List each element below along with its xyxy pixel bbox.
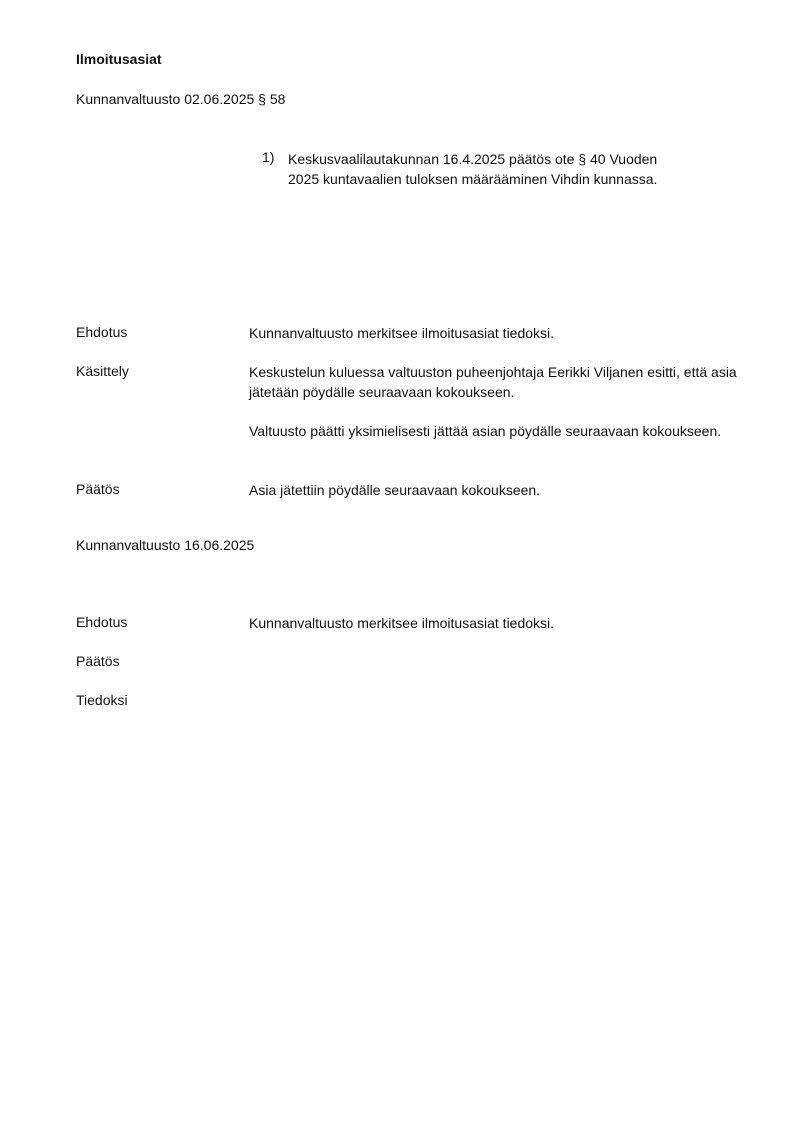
ehdotus-label-1: Ehdotus <box>76 324 128 340</box>
ehdotus-value-2: Kunnanvaltuusto merkitsee ilmoitusasiat tiedoksi. <box>249 615 555 631</box>
paatos-label-1: Päätös <box>76 481 120 497</box>
list-item-text: Keskusvaalilautakunnan 16.4.2025 päätös ote § 40 Vuoden 2025 kuntavaalien tuloksen määrääminen Vihdin kunnassa. <box>288 151 658 187</box>
document-title: Ilmoitusasiat <box>76 51 162 67</box>
kasittely-label: Käsittely <box>76 363 129 379</box>
kasittely-paragraph-1: Keskustelun kuluessa valtuuston puheenjohtaja Eerikki Viljanen esitti, että asia jätetään pöydälle seuraavaan kokoukseen. <box>249 364 737 400</box>
meeting-header-2: Kunnanvaltuusto 16.06.2025 <box>76 537 255 553</box>
ehdotus-label-2: Ehdotus <box>76 614 128 630</box>
meeting-header-1: Kunnanvaltuusto 02.06.2025 § 58 <box>76 91 286 107</box>
list-item-number: 1) <box>262 149 275 165</box>
kasittely-value <box>249 363 744 441</box>
ehdotus-value-1: Kunnanvaltuusto merkitsee ilmoitusasiat tiedoksi. <box>249 325 555 341</box>
paatos-value-1: Asia jätettiin pöydälle seuraavaan kokoukseen. <box>249 482 541 498</box>
tiedoksi-label: Tiedoksi <box>76 692 128 708</box>
kasittely-paragraph-2: Valtuusto päätti yksimielisesti jättää asian pöydälle seuraavaan kokoukseen. <box>249 422 722 439</box>
paatos-label-2: Päätös <box>76 653 120 669</box>
